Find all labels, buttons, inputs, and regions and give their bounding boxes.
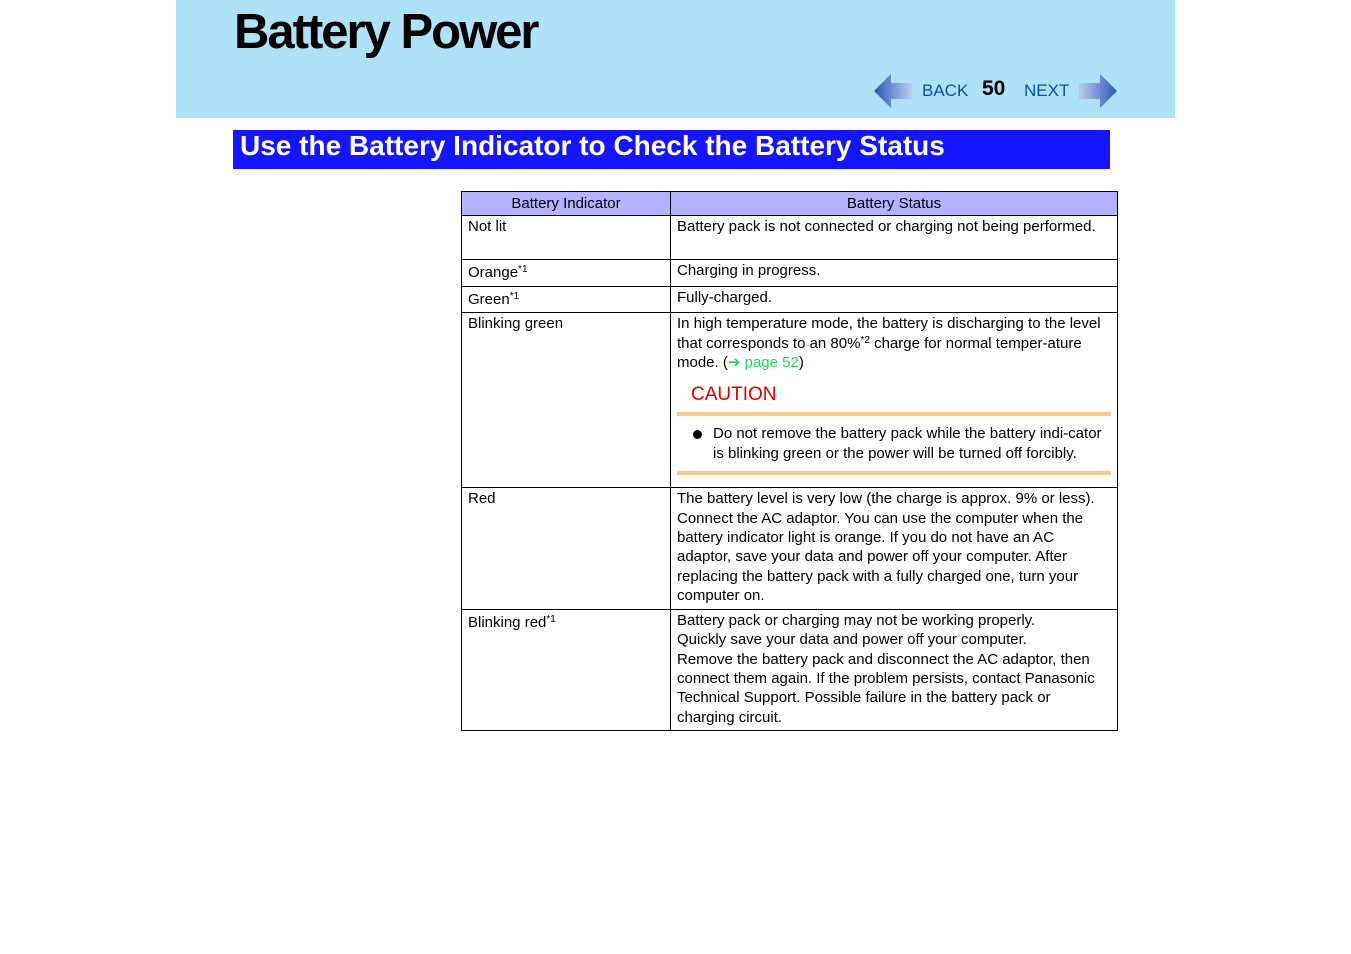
footnote-marker: *1 — [518, 264, 528, 276]
next-arrow-icon[interactable] — [1079, 72, 1117, 110]
next-link[interactable]: NEXT — [1024, 81, 1070, 100]
status-cell: Battery pack is not connected or charging not being performed. — [671, 216, 1118, 260]
status-cell: Fully-charged. — [671, 286, 1118, 312]
footnote-marker: *2 — [860, 334, 870, 346]
footnote-marker: *1 — [509, 290, 520, 302]
back-arrow-icon[interactable] — [874, 72, 912, 110]
list-item: Do not remove the battery pack while the battery indi-cator is blinking green or the power will be turned off forcibly. — [677, 424, 1111, 463]
indicator-text: Orange — [468, 264, 519, 282]
table-row — [462, 286, 1118, 312]
arrow-right-icon: ➔ — [727, 354, 741, 372]
table-row — [462, 609, 1118, 730]
table-row — [462, 313, 1118, 488]
battery-status-table — [461, 191, 1118, 731]
indicator-text: Blinking red — [468, 613, 547, 631]
caution-top-bar — [677, 412, 1111, 416]
page-number: 50 — [982, 77, 1006, 100]
status-line: Remove the battery pack and disconnect the AC adaptor, then connect them again. If the problem persists, contact Panasonic Technical Support. Possible failure in the battery pack or charging circuit. — [677, 650, 1095, 726]
footnote-marker: *1 — [546, 613, 556, 625]
table-row — [462, 260, 1118, 286]
status-line: Connect the AC adaptor. You can use the computer when the battery indicator light is orange. If you do not have an AC adaptor, save your data and power off your computer. After replacing the battery pack with a fully charged one, turn your computer on. — [677, 509, 1084, 605]
status-text: In high temperature mode, the battery is discharging to the level that corresponds to an 80%$^{*2}$ charge for normal temper-ature mode. (➔ page 52) — [677, 315, 1101, 372]
page-link[interactable]: ➔ page 52 — [727, 354, 799, 372]
table-row — [462, 488, 1118, 609]
bullet-icon — [693, 430, 702, 439]
status-cell — [671, 313, 1118, 488]
indicator-cell — [462, 260, 671, 286]
back-link[interactable]: BACK — [922, 81, 969, 100]
indicator-cell: Blinking green — [462, 313, 671, 488]
indicator-text: Green — [468, 290, 510, 308]
table-header-row — [462, 192, 1118, 216]
indicator-cell: Not lit — [462, 216, 671, 260]
status-cell — [671, 488, 1118, 609]
table-row — [462, 216, 1118, 260]
caution-heading: CAUTION — [691, 384, 777, 406]
status-cell — [671, 609, 1118, 730]
caution-bottom-bar — [677, 471, 1111, 475]
column-header-indicator: Battery Indicator — [462, 192, 671, 216]
indicator-cell — [462, 286, 671, 312]
status-line: Battery pack or charging may not be working properly. — [677, 611, 1036, 629]
caution-list — [677, 424, 1111, 463]
indicator-cell: Red — [462, 488, 671, 609]
indicator-cell — [462, 609, 671, 730]
page-title: Battery Power — [234, 5, 538, 59]
status-line: The battery level is very low (the charge is approx. 9% or less). — [677, 490, 1095, 508]
column-header-status: Battery Status — [671, 192, 1118, 216]
page-header — [176, 0, 1175, 118]
status-cell: Charging in progress. — [671, 260, 1118, 286]
status-line: Quickly save your data and power off your computer. — [677, 631, 1027, 649]
section-title: Use the Battery Indicator to Check the Battery Status — [233, 130, 1110, 169]
